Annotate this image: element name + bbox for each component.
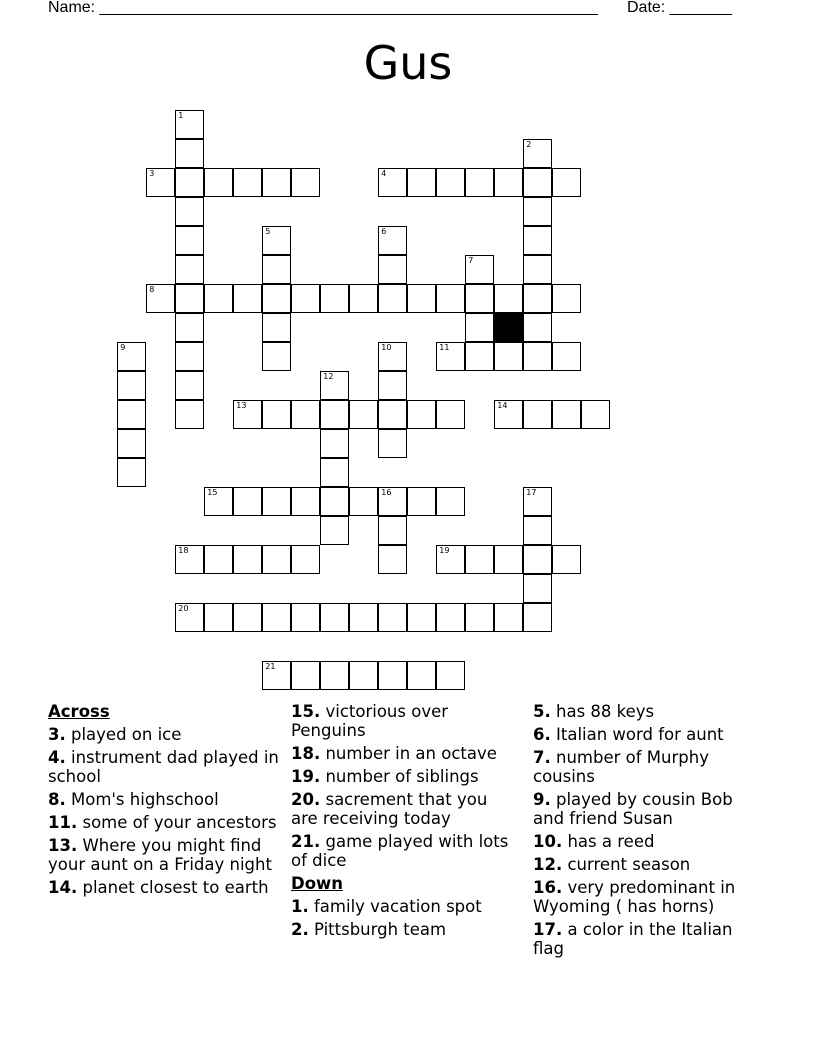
clue-text: Mom's highschool	[65, 790, 219, 809]
clue-number-label: 9.	[533, 790, 551, 809]
grid-cell[interactable]	[378, 429, 407, 458]
grid-cell[interactable]	[117, 429, 146, 458]
clue-number: 18	[178, 546, 189, 556]
clue-text: number of Murphy cousins	[533, 748, 709, 786]
grid-cell[interactable]	[233, 545, 262, 574]
clue-number-label: 20.	[291, 790, 321, 809]
clue-number: 17	[526, 488, 537, 498]
clue	[291, 897, 519, 916]
grid-cell[interactable]	[233, 168, 262, 197]
grid-cell[interactable]	[320, 400, 349, 429]
grid-cell[interactable]	[349, 400, 378, 429]
clue-number: 8	[149, 285, 155, 295]
grid-cell[interactable]	[436, 661, 465, 690]
grid-cell[interactable]	[552, 342, 581, 371]
grid-cell[interactable]	[436, 487, 465, 516]
clue-text: very predominant in Wyoming ( has horns)	[533, 878, 736, 916]
grid-cell[interactable]	[320, 661, 349, 690]
clue-text: family vacation spot	[308, 897, 482, 916]
grid-cell[interactable]	[262, 168, 291, 197]
clue-text: a color in the Italian flag	[533, 920, 733, 958]
clue	[533, 748, 765, 786]
grid-cell[interactable]	[175, 400, 204, 429]
grid-cell[interactable]	[494, 342, 523, 371]
grid-cell[interactable]	[523, 284, 552, 313]
grid-cell[interactable]	[378, 371, 407, 400]
clue-number: 20	[178, 604, 189, 614]
grid-cell[interactable]	[175, 603, 204, 632]
grid-cell[interactable]	[523, 342, 552, 371]
grid-cell[interactable]	[291, 168, 320, 197]
grid-cell[interactable]	[204, 168, 233, 197]
grid-cell[interactable]	[378, 545, 407, 574]
grid-cell[interactable]	[378, 168, 407, 197]
clue-text: Pittsburgh team	[308, 920, 447, 939]
grid-cell[interactable]	[436, 284, 465, 313]
clue-number: 11	[439, 343, 450, 353]
clue	[533, 832, 765, 851]
clue-number-label: 18.	[291, 744, 321, 763]
clue	[291, 920, 519, 939]
grid-cell[interactable]	[320, 516, 349, 545]
grid-cell[interactable]	[117, 400, 146, 429]
grid-cell[interactable]	[494, 545, 523, 574]
clue	[533, 878, 765, 916]
grid-cell[interactable]	[175, 371, 204, 400]
grid-cell[interactable]	[378, 400, 407, 429]
grid-cell[interactable]	[204, 487, 233, 516]
grid-cell[interactable]	[465, 255, 494, 284]
clue-number: 15	[207, 488, 218, 498]
grid-cell[interactable]	[552, 284, 581, 313]
grid-cell[interactable]	[407, 487, 436, 516]
clue-number-label: 15.	[291, 702, 321, 721]
grid-cell[interactable]	[407, 168, 436, 197]
grid-cell[interactable]	[436, 168, 465, 197]
grid-cell[interactable]	[436, 342, 465, 371]
clue-number-label: 8.	[48, 790, 66, 809]
grid-cell[interactable]	[175, 110, 204, 139]
clue-column-2	[291, 702, 519, 943]
clue	[291, 702, 519, 740]
clue-column-1	[48, 702, 284, 901]
grid-cell[interactable]	[465, 313, 494, 342]
grid-cell[interactable]	[262, 603, 291, 632]
clue-number-label: 16.	[533, 878, 563, 897]
grid-cell[interactable]	[204, 284, 233, 313]
grid-cell[interactable]	[581, 400, 610, 429]
clue-number-label: 7.	[533, 748, 551, 767]
grid-cell[interactable]	[494, 400, 523, 429]
clue-text: victorious over Penguins	[291, 702, 449, 740]
grid-cell[interactable]	[407, 400, 436, 429]
grid-cell[interactable]	[233, 603, 262, 632]
grid-cell[interactable]	[378, 603, 407, 632]
grid-cell[interactable]	[117, 342, 146, 371]
grid-cell[interactable]	[146, 284, 175, 313]
clue-number: 21	[265, 662, 276, 672]
clue	[48, 790, 284, 809]
clue-text: instrument dad played in school	[48, 748, 279, 786]
grid-cell[interactable]	[378, 516, 407, 545]
grid-cell[interactable]	[175, 545, 204, 574]
clue-number: 19	[439, 546, 450, 556]
grid-cell[interactable]	[523, 400, 552, 429]
clue-text: played on ice	[65, 725, 182, 744]
date-field-label: Date: _______	[627, 0, 732, 16]
grid-cell[interactable]	[175, 139, 204, 168]
clue-text: number of siblings	[320, 767, 479, 786]
grid-cell[interactable]	[378, 255, 407, 284]
grid-cell[interactable]	[523, 313, 552, 342]
clue	[48, 878, 284, 897]
clue-number-label: 5.	[533, 702, 551, 721]
clue-text: planet closest to earth	[77, 878, 269, 897]
grid-cell[interactable]	[233, 284, 262, 313]
grid-cell[interactable]	[175, 342, 204, 371]
clue-number-label: 11.	[48, 813, 78, 832]
grid-cell[interactable]	[262, 342, 291, 371]
clue-text: some of your ancestors	[77, 813, 277, 832]
grid-cell[interactable]	[262, 313, 291, 342]
grid-cell[interactable]	[465, 342, 494, 371]
grid-cell[interactable]	[146, 168, 175, 197]
clue-column-3	[533, 702, 765, 962]
grid-cell[interactable]	[117, 458, 146, 487]
grid-cell[interactable]	[552, 400, 581, 429]
grid-cell[interactable]	[175, 255, 204, 284]
clue-number-label: 13.	[48, 836, 78, 855]
grid-cell[interactable]	[175, 313, 204, 342]
grid-cell[interactable]	[407, 284, 436, 313]
grid-cell[interactable]	[523, 603, 552, 632]
clue-text: Where you might find your aunt on a Friday night	[48, 836, 272, 874]
clue-number: 7	[468, 256, 474, 266]
grid-cell[interactable]	[349, 284, 378, 313]
clue	[291, 832, 519, 870]
grid-cell[interactable]	[175, 197, 204, 226]
clue-text: current season	[562, 855, 691, 874]
grid-cell[interactable]	[233, 487, 262, 516]
clue	[533, 702, 765, 721]
clue-number-label: 2.	[291, 920, 309, 939]
grid-cell[interactable]	[349, 603, 378, 632]
clue	[48, 725, 284, 744]
grid-cell[interactable]	[465, 284, 494, 313]
clue	[533, 855, 765, 874]
clue-number: 13	[236, 401, 247, 411]
name-field-label: Name: ________________________________________________________	[48, 0, 598, 16]
grid-cell[interactable]	[523, 226, 552, 255]
grid-cell[interactable]	[523, 545, 552, 574]
grid-cell[interactable]	[407, 661, 436, 690]
clue	[48, 836, 284, 874]
clue-number: 10	[381, 343, 392, 353]
puzzle-title: Gus	[363, 36, 453, 90]
clue-text: game played with lots of dice	[291, 832, 509, 870]
grid-cell[interactable]	[378, 487, 407, 516]
clue-section-heading: Down	[291, 874, 344, 893]
grid-cell[interactable]	[378, 342, 407, 371]
grid-cell[interactable]	[320, 603, 349, 632]
clue-number-label: 21.	[291, 832, 321, 851]
grid-cell[interactable]	[494, 168, 523, 197]
grid-cell[interactable]	[291, 603, 320, 632]
clue-number: 12	[323, 372, 334, 382]
grid-cell[interactable]	[436, 400, 465, 429]
clue-number-label: 10.	[533, 832, 563, 851]
clue-number-label: 17.	[533, 920, 563, 939]
grid-cell[interactable]	[523, 197, 552, 226]
clue-number: 2	[526, 140, 532, 150]
clue-text: sacrement that you are receiving today	[291, 790, 488, 828]
grid-cell[interactable]	[175, 226, 204, 255]
grid-cell[interactable]	[291, 284, 320, 313]
clue-number: 6	[381, 227, 387, 237]
grid-cell[interactable]	[552, 168, 581, 197]
grid-cell[interactable]	[494, 284, 523, 313]
clue	[533, 790, 765, 828]
grid-cell[interactable]	[378, 284, 407, 313]
clue	[533, 725, 765, 744]
clue	[533, 920, 765, 958]
grid-cell[interactable]	[175, 168, 204, 197]
grid-cell[interactable]	[494, 603, 523, 632]
grid-cell[interactable]	[378, 661, 407, 690]
grid-cell[interactable]	[262, 226, 291, 255]
grid-cell[interactable]	[262, 284, 291, 313]
clue-number: 5	[265, 227, 271, 237]
grid-cell[interactable]	[523, 168, 552, 197]
grid-cell[interactable]	[436, 603, 465, 632]
clue-number: 14	[497, 401, 508, 411]
grid-cell[interactable]	[465, 603, 494, 632]
clue	[291, 790, 519, 828]
clue-number-label: 3.	[48, 725, 66, 744]
grid-cell[interactable]	[320, 458, 349, 487]
black-cell	[494, 313, 523, 342]
clue-number: 1	[178, 111, 184, 121]
grid-cell[interactable]	[291, 487, 320, 516]
grid-cell[interactable]	[291, 400, 320, 429]
grid-cell[interactable]	[552, 545, 581, 574]
clue-number-label: 6.	[533, 725, 551, 744]
clue	[291, 767, 519, 786]
clue-number-label: 12.	[533, 855, 563, 874]
grid-cell[interactable]	[320, 371, 349, 400]
grid-cell[interactable]	[175, 284, 204, 313]
grid-cell[interactable]	[523, 487, 552, 516]
grid-cell[interactable]	[291, 545, 320, 574]
clue	[48, 748, 284, 786]
clue-number: 16	[381, 488, 392, 498]
clue	[291, 744, 519, 763]
grid-cell[interactable]	[233, 400, 262, 429]
grid-cell[interactable]	[523, 255, 552, 284]
clue-number: 3	[149, 169, 155, 179]
grid-cell[interactable]	[204, 545, 233, 574]
clue-number-label: 4.	[48, 748, 66, 767]
clue-number-label: 19.	[291, 767, 321, 786]
clue	[48, 813, 284, 832]
grid-cell[interactable]	[523, 516, 552, 545]
clue-text: Italian word for aunt	[550, 725, 724, 744]
clue-text: has a reed	[562, 832, 655, 851]
grid-cell[interactable]	[262, 400, 291, 429]
grid-cell[interactable]	[320, 487, 349, 516]
grid-cell[interactable]	[320, 284, 349, 313]
clue-number-label: 1.	[291, 897, 309, 916]
clue-section-heading: Across	[48, 702, 110, 721]
grid-cell[interactable]	[523, 139, 552, 168]
grid-cell[interactable]	[262, 545, 291, 574]
grid-cell[interactable]	[378, 226, 407, 255]
grid-cell[interactable]	[349, 487, 378, 516]
clue-text: played by cousin Bob and friend Susan	[533, 790, 733, 828]
grid-cell[interactable]	[407, 603, 436, 632]
grid-cell[interactable]	[117, 371, 146, 400]
grid-cell[interactable]	[262, 661, 291, 690]
clue-number-label: 14.	[48, 878, 78, 897]
clue-number: 9	[120, 343, 126, 353]
grid-cell[interactable]	[262, 255, 291, 284]
grid-cell[interactable]	[436, 545, 465, 574]
grid-cell[interactable]	[262, 487, 291, 516]
grid-cell[interactable]	[465, 545, 494, 574]
clue-text: number in an octave	[320, 744, 497, 763]
clue-number: 4	[381, 169, 387, 179]
grid-cell[interactable]	[291, 661, 320, 690]
clue-text: has 88 keys	[550, 702, 655, 721]
grid-cell[interactable]	[320, 429, 349, 458]
grid-cell[interactable]	[204, 603, 233, 632]
grid-cell[interactable]	[465, 168, 494, 197]
grid-cell[interactable]	[523, 574, 552, 603]
grid-cell[interactable]	[349, 661, 378, 690]
